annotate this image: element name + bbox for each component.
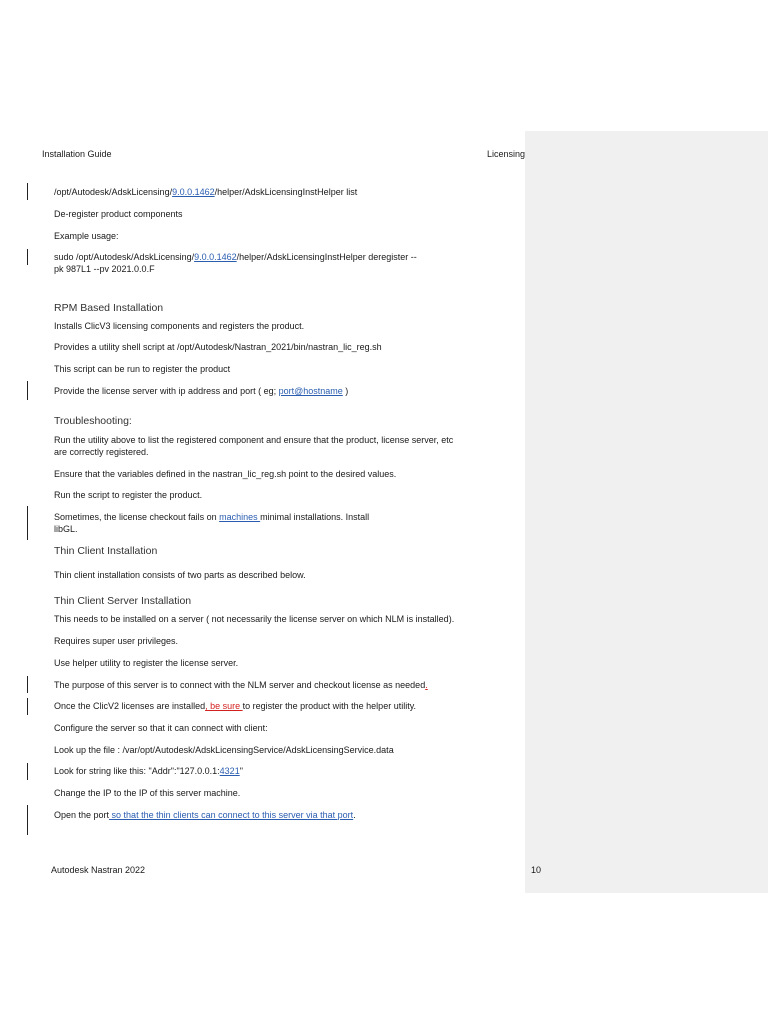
paragraph: This script can be run to register the product bbox=[54, 364, 231, 374]
header-right: Licensing bbox=[487, 149, 526, 159]
paragraph: Example usage: bbox=[54, 231, 119, 241]
version-link[interactable]: 9.0.0.1462 bbox=[194, 252, 237, 262]
paragraph: Run the script to register the product. bbox=[54, 490, 203, 500]
tracked-change: . bbox=[425, 680, 428, 690]
paragraph: De-register product components bbox=[54, 209, 183, 219]
paragraph: Open the port so that the thin clients can connect to this server via that port. bbox=[54, 810, 356, 820]
machines-link[interactable]: machines bbox=[219, 512, 261, 522]
paragraph: The purpose of this server is to connect with the NLM server and checkout license as needed. bbox=[54, 680, 428, 690]
paragraph: Provides a utility shell script at /opt/Autodesk/Nastran_2021/bin/nastran_lic_reg.sh bbox=[54, 342, 382, 352]
paragraph: Requires super user privileges. bbox=[54, 636, 179, 646]
paragraph: Run the utility above to list the registered component and ensure that the product, license server, etc bbox=[54, 435, 454, 445]
page-number: 10 bbox=[531, 865, 542, 875]
paragraph-continued: are correctly registered. bbox=[54, 447, 149, 457]
paragraph-continued: libGL. bbox=[54, 524, 78, 534]
paragraph: Ensure that the variables defined in the nastran_lic_reg.sh point to the desired values. bbox=[54, 469, 397, 479]
change-bar bbox=[27, 698, 28, 715]
tracked-insertion: so that the thin clients can connect to this server via that port bbox=[109, 810, 354, 820]
tracked-change: , be sure bbox=[205, 701, 243, 711]
paragraph: Configure the server so that it can connect with client: bbox=[54, 723, 268, 733]
paragraph: Provide the license server with ip address and port ( eg; port@hostname ) bbox=[54, 386, 349, 396]
paragraph: Look up the file : /var/opt/Autodesk/AdskLicensingService/AdskLicensingService.data bbox=[54, 745, 394, 755]
section-heading: Troubleshooting: bbox=[54, 415, 132, 427]
paragraph: Once the ClicV2 licenses are installed, be sure to register the product with the helper utility. bbox=[54, 701, 417, 711]
version-link[interactable]: 9.0.0.1462 bbox=[172, 187, 215, 197]
change-bar bbox=[27, 381, 28, 400]
paragraph: /opt/Autodesk/AdskLicensing/9.0.0.1462/helper/AdskLicensingInstHelper list bbox=[54, 187, 358, 197]
paragraph: Use helper utility to register the license server. bbox=[54, 658, 239, 668]
paragraph: Look for string like this: "Addr":"127.0.0.1:4321" bbox=[54, 766, 243, 776]
paragraph: Thin client installation consists of two parts as described below. bbox=[54, 570, 306, 580]
paragraph: Installs ClicV3 licensing components and registers the product. bbox=[54, 321, 305, 331]
header-left: Installation Guide bbox=[42, 149, 112, 159]
change-bar bbox=[27, 183, 28, 200]
comment-margin bbox=[525, 131, 768, 893]
change-bar bbox=[27, 506, 28, 540]
paragraph: sudo /opt/Autodesk/AdskLicensing/9.0.0.1462/helper/AdskLicensingInstHelper deregister -- bbox=[54, 252, 417, 262]
paragraph: Sometimes, the license checkout fails on machines minimal installations. Install bbox=[54, 512, 370, 522]
paragraph: This needs to be installed on a server ( not necessarily the license server on which NLM is installed). bbox=[54, 614, 455, 624]
paragraph: Change the IP to the IP of this server machine. bbox=[54, 788, 241, 798]
section-heading: RPM Based Installation bbox=[54, 302, 164, 314]
change-bar bbox=[27, 763, 28, 780]
email-link[interactable]: port@hostname bbox=[278, 386, 343, 396]
footer-left: Autodesk Nastran 2022 bbox=[51, 865, 146, 875]
port-link[interactable]: 4321 bbox=[219, 766, 240, 776]
change-bar bbox=[27, 805, 28, 835]
paragraph-continued: pk 987L1 --pv 2021.0.0.F bbox=[54, 264, 155, 274]
section-heading: Thin Client Installation bbox=[54, 545, 158, 557]
section-heading: Thin Client Server Installation bbox=[54, 595, 192, 607]
change-bar bbox=[27, 676, 28, 693]
change-bar bbox=[27, 249, 28, 265]
